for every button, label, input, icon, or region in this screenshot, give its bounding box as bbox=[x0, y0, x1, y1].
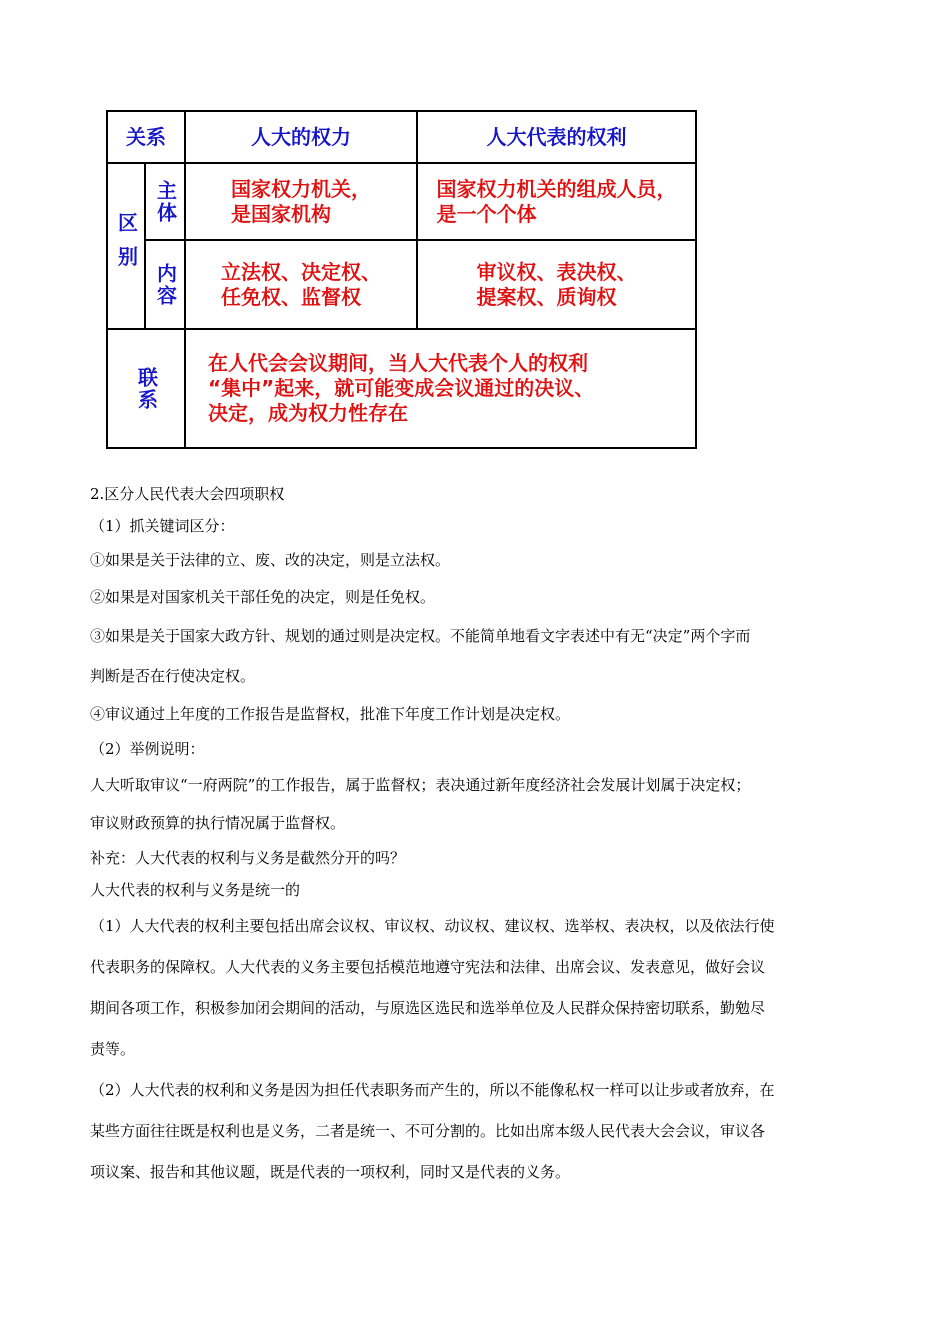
subsection-keywords: （1）抓关键词区分： bbox=[90, 517, 235, 535]
comparison-table bbox=[106, 110, 697, 449]
npc-content-cell bbox=[186, 241, 416, 328]
connection-label bbox=[108, 330, 184, 447]
paragraph-2-line-3: 项议案、报告和其他议题，既是代表的一项权利，同时又是代表的义务。 bbox=[90, 1163, 571, 1181]
connection-label-text: 联系 bbox=[134, 366, 159, 411]
paragraph-2-line-1: （2）人大代表的权利和义务是因为担任代表职务而产生的，所以不能像私权一样可以让步或者放弃，在 bbox=[90, 1081, 775, 1099]
paragraph-1-line-3: 期间各项工作，积极参加闭会期间的活动，与原选区选民和选举单位及人民群众保持密切联系，勤勉尽 bbox=[90, 999, 766, 1017]
npc-subject-text: 国家权力机关， 是国家机构 bbox=[231, 176, 371, 226]
difference-label-text: 区别 bbox=[114, 212, 139, 280]
npc-subject-cell bbox=[186, 164, 416, 239]
keyword-item-1: ①如果是关于法律的立、废、改的决定，则是立法权。 bbox=[90, 551, 451, 569]
keyword-item-2: ②如果是对国家机关干部任免的决定，则是任免权。 bbox=[90, 588, 436, 606]
difference-label bbox=[108, 164, 144, 328]
supplement-answer: 人大代表的权利与义务是统一的 bbox=[90, 881, 301, 899]
keyword-item-3: ③如果是关于国家大政方针、规划的通过则是决定权。不能简单地看文字表述中有无“决定”两个字而 bbox=[90, 627, 751, 645]
connection-text: 在人代会会议期间，当人大代表个人的权利 “集中”起来，就可能变成会议通过的决议、 决定，成为权力性存在 bbox=[208, 351, 595, 425]
paragraph-1-line-2: 代表职务的保障权。人大代表的义务主要包括模范地遵守宪法和法律、出席会议、发表意见，做好会议 bbox=[90, 958, 766, 976]
paragraph-2-line-2: 某些方面往往既是权利也是义务，二者是统一、不可分割的。比如出席本级人民代表大会会议，审议各 bbox=[90, 1122, 766, 1140]
section-title: 2.区分人民代表大会四项职权 bbox=[90, 485, 285, 503]
row-label-subject-text: 主体 bbox=[153, 179, 178, 224]
header-deputy-right: 人大代表的权利 bbox=[486, 124, 627, 149]
row-label-content bbox=[146, 241, 184, 328]
connection-cell bbox=[186, 330, 695, 447]
paragraph-1-line-4: 责等。 bbox=[90, 1040, 136, 1058]
row-label-subject bbox=[146, 164, 184, 239]
header-relation: 关系 bbox=[126, 124, 166, 149]
paragraph-1-line-1: （1）人大代表的权利主要包括出席会议权、审议权、动议权、建议权、选举权、表决权，以及依法行使 bbox=[90, 917, 775, 935]
example-line-1: 人大听取审议“一府两院”的工作报告，属于监督权；表决通过新年度经济社会发展计划属于决定权； bbox=[90, 776, 751, 794]
example-line-2: 审议财政预算的执行情况属于监督权。 bbox=[90, 814, 346, 832]
deputy-subject-cell bbox=[418, 164, 695, 239]
keyword-item-3-cont: 判断是否在行使决定权。 bbox=[90, 667, 256, 685]
deputy-content-cell bbox=[418, 241, 695, 328]
subsection-examples: （2）举例说明： bbox=[90, 740, 205, 758]
npc-content-text: 立法权、决定权、 任免权、监督权 bbox=[221, 259, 381, 309]
deputy-subject-text: 国家权力机关的组成人员， 是一个个体 bbox=[436, 176, 677, 226]
row-label-content-text: 内容 bbox=[153, 262, 178, 307]
header-npc-power: 人大的权力 bbox=[251, 124, 351, 149]
supplement-question: 补充：人大代表的权利与义务是截然分开的吗？ bbox=[90, 849, 406, 867]
deputy-content-text: 审议权、表决权、 提案权、质询权 bbox=[476, 259, 637, 309]
document-body bbox=[90, 478, 860, 1193]
keyword-item-4: ④审议通过上年度的工作报告是监督权，批准下年度工作计划是决定权。 bbox=[90, 705, 571, 723]
